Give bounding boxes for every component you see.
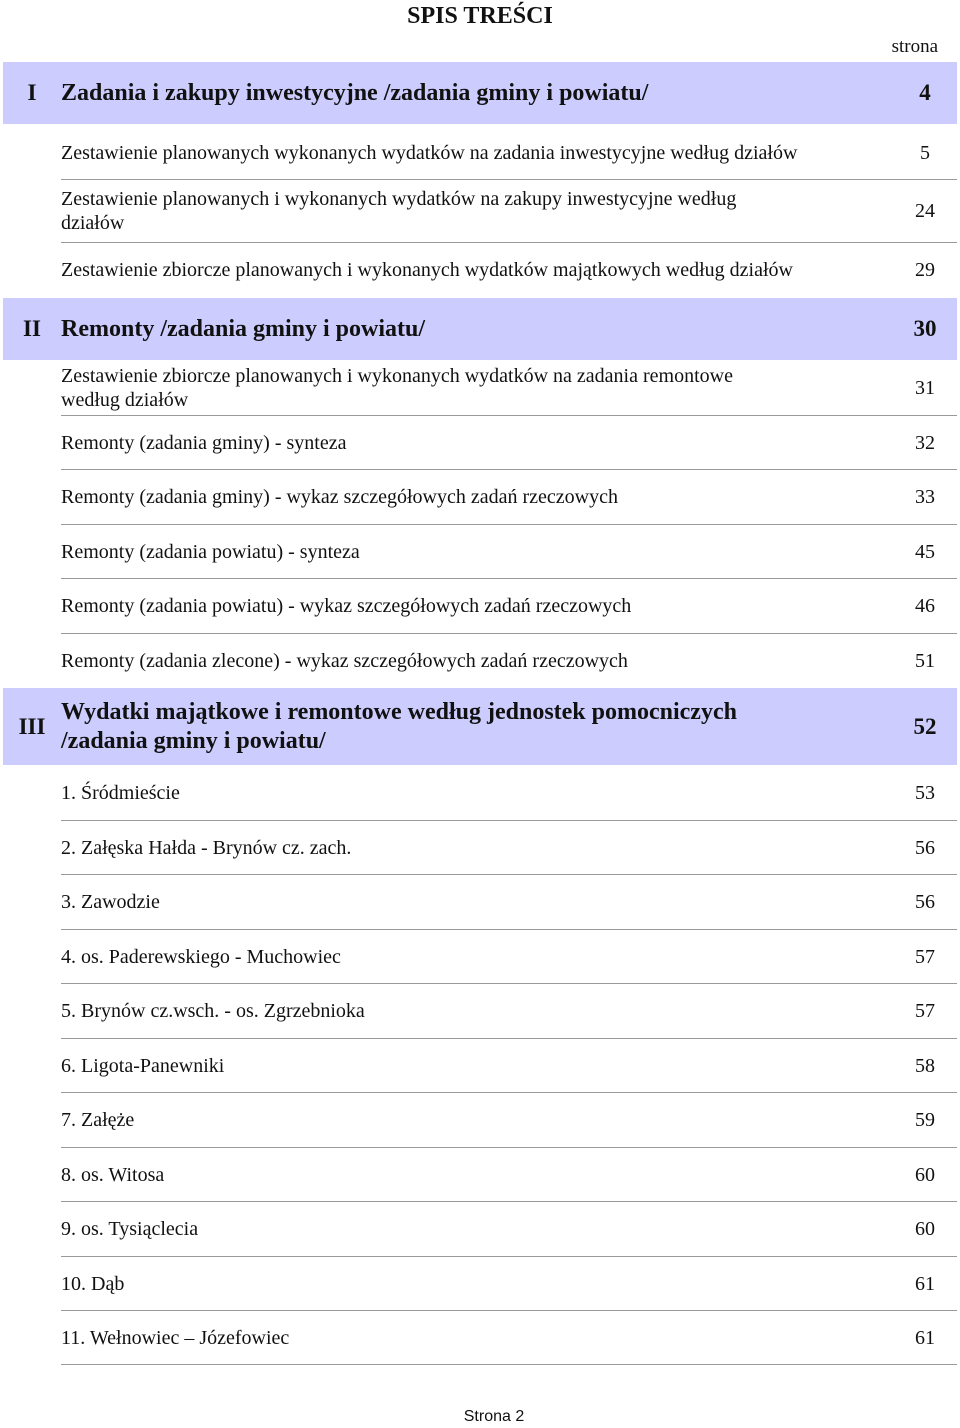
entry-label: Zestawienie planowanych wykonanych wydatków na zadania inwestycyjne według działów (61, 142, 798, 164)
toc-entry[interactable] (3, 1148, 957, 1202)
section-number: I (27, 80, 37, 105)
toc-entry[interactable] (3, 875, 957, 929)
entry-label: 5. Brynów cz.wsch. - os. Zgrzebnioka (61, 1000, 365, 1022)
toc-entry[interactable] (3, 361, 957, 415)
entry-page: 32 (915, 431, 935, 454)
entry-page: 31 (915, 376, 935, 399)
toc-entry[interactable] (3, 243, 957, 297)
page-column-header: strona (891, 36, 938, 57)
entry-page: 61 (915, 1326, 935, 1349)
toc-entry[interactable] (3, 766, 957, 820)
entry-label: 7. Załęże (61, 1109, 135, 1131)
entry-label: Remonty (zadania powiatu) - wykaz szczegółowych zadań rzeczowych (61, 595, 632, 617)
toc-entry[interactable] (3, 821, 957, 875)
entry-page: 5 (920, 141, 930, 164)
entry-label: 9. os. Tysiąclecia (61, 1218, 199, 1240)
section-title: Remonty /zadania gminy i powiatu/ (61, 315, 426, 342)
toc-section-1[interactable] (3, 62, 957, 124)
toc-entry[interactable] (3, 930, 957, 984)
entry-page: 59 (915, 1108, 935, 1131)
document-title: SPIS TREŚCI (407, 3, 553, 29)
toc-entry[interactable] (3, 579, 957, 633)
toc-section-3[interactable] (3, 688, 957, 765)
entry-page: 46 (915, 594, 935, 617)
entry-page: 57 (915, 945, 935, 968)
entry-label: 2. Załęska Hałda - Brynów cz. zach. (61, 837, 352, 859)
entry-label: Remonty (zadania gminy) - synteza (61, 432, 347, 454)
entry-label: Zestawienie planowanych i wykonanych wydatków na zakupy inwestycyjne według działów (61, 188, 737, 234)
entry-label: 4. os. Paderewskiego - Muchowiec (61, 946, 341, 968)
toc-entry[interactable] (3, 416, 957, 470)
entry-page: 56 (915, 890, 935, 913)
entry-label: 8. os. Witosa (61, 1164, 165, 1186)
toc-entry[interactable] (3, 984, 957, 1038)
entry-page: 33 (915, 485, 935, 508)
entry-page: 60 (915, 1217, 935, 1240)
entry-label: 11. Wełnowiec – Józefowiec (61, 1327, 290, 1349)
entry-page: 51 (915, 649, 935, 672)
entry-label: Zestawienie zbiorcze planowanych i wykonanych wydatków na zadania remontowe według działów (61, 365, 733, 411)
entry-page: 60 (915, 1163, 935, 1186)
section-page: 30 (913, 316, 937, 341)
entry-label: 1. Śródmieście (61, 782, 180, 804)
toc-entry[interactable] (3, 126, 957, 180)
entry-label: Zestawienie zbiorcze planowanych i wykonanych wydatków majątkowych według działów (61, 259, 793, 281)
entry-page: 29 (915, 258, 935, 281)
toc-entry[interactable] (3, 634, 957, 688)
entry-page: 53 (915, 781, 935, 804)
toc-entry[interactable] (3, 525, 957, 579)
section-page: 52 (913, 713, 937, 739)
entry-page: 57 (915, 999, 935, 1022)
entry-page: 58 (915, 1054, 935, 1077)
page-footer: Strona 2 (463, 1408, 525, 1425)
entry-page: 56 (915, 836, 935, 859)
entry-label: Remonty (zadania powiatu) - synteza (61, 541, 360, 563)
section-title: Zadania i zakupy inwestycyjne /zadania gminy i powiatu/ (61, 79, 649, 106)
toc-entry[interactable] (3, 1311, 957, 1365)
entry-label: Remonty (zadania zlecone) - wykaz szczegółowych zadań rzeczowych (61, 650, 628, 672)
toc-entry[interactable] (3, 1093, 957, 1147)
toc-section-2[interactable] (3, 298, 957, 360)
toc-entry[interactable] (3, 470, 957, 524)
entry-page: 45 (915, 540, 935, 563)
entry-label: 3. Zawodzie (61, 891, 160, 913)
entry-label: 10. Dąb (61, 1273, 125, 1295)
toc-entry[interactable] (3, 1039, 957, 1093)
divider (61, 1364, 957, 1365)
section-page: 4 (919, 80, 931, 105)
entry-page: 24 (915, 199, 935, 222)
entry-page: 61 (915, 1272, 935, 1295)
section-number: III (18, 713, 46, 739)
toc-entry[interactable] (3, 1257, 957, 1311)
section-number: II (23, 316, 41, 341)
toc-entry[interactable] (3, 1202, 957, 1256)
toc-entry[interactable] (3, 180, 957, 242)
entry-label: Remonty (zadania gminy) - wykaz szczegółowych zadań rzeczowych (61, 486, 618, 508)
section-title: Wydatki majątkowe i remontowe według jednostek pomocniczych /zadania gminy i powiatu/ (61, 698, 737, 754)
entry-label: 6. Ligota-Panewniki (61, 1055, 225, 1077)
